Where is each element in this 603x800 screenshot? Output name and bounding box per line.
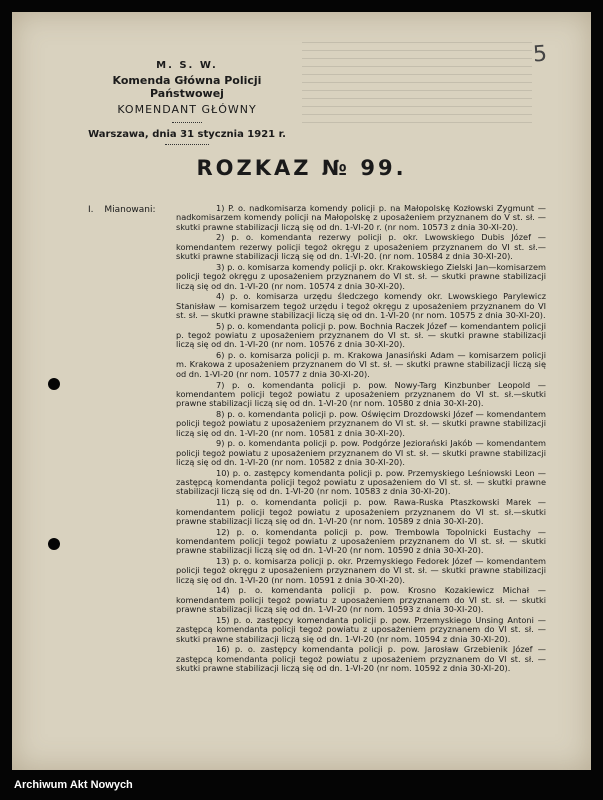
list-item: 7) p. o. komendanta policji p. pow. Nowy-Targ Kinzbunber Leopold — komendantem policji tegoż powiatu z uposażeniem przyznanem do VI st. sł.—skutki prawne stabilizacji liczą się od dn. 1-VI-20 (nr nom. 10580 z dnia 30-XI-20).: [176, 379, 546, 409]
list-item: 3) p. o. komisarza komendy policji p. okr. Krakowskiego Zielski Jan—komisarzem policji tegoż okręgu z uposażeniem przyznanem do VI st. sł. — skutki prawne stabilizacji liczą się od dn. 1-VI-20 (nr nom. 10574 z dnia 30-XI-20).: [176, 261, 546, 291]
divider: [165, 144, 209, 146]
list-item: 12) p. o. komendanta policji p. pow. Trembowla Topolnicki Eustachy — komendantem policji tegoż powiatu z uposażeniem przyznanem do VI st. sł. — skutki prawne stabilizacji liczą się od dn. 1-VI-20 (nr nom. 10590 z dnia 30-XI-20).: [176, 526, 546, 556]
list-item: 13) p. o. komisarza policji p. okr. Przemyskiego Fedorek Józef — komendantem policji tegoż okręgu z uposażeniem przyznanem do VI st. sł. — skutki prawne stabilizacji liczą się od dn. 1-VI-20 (nr nom. 10591 z dnia 30-XI-20).: [176, 556, 546, 585]
list-item: 8) p. o. komendanta policji p. pow. Oświęcim Drozdowski Józef — komendantem policji tegoż powiatu z uposażeniem przyznanem do VI st. sł. — skutki prawne stabilizacji liczą się od dn. 1-VI-20 (nr nom. 10581 z dnia 30-XI-20).: [176, 408, 546, 438]
place-and-date: Warszawa, dnia 31 stycznia 1921 r.: [88, 129, 286, 140]
list-item: 4) p. o. komisarza urzędu śledczego komendy okr. Lwowskiego Parylewicz Stanisław — komisarzem tegoż urzędu i tegoż okręgu z uposażeniem przyznanem do VI st. sł. — skutki prawne stabilizacji liczą się od dn. 1-VI-20 (nr nom. 10575 z dnia 30-XI-20).: [176, 291, 546, 320]
list-item: 9) p. o. komendanta policji p. pow. Podgórze Jeziorański Jakób — komendantem policji tegoż powiatu z uposażeniem przyznanem do VI st. sł. — skutki prawne stabilizacji liczą się od dn. 1-VI-20 (nr nom. 10582 z dnia 30-XI-20).: [176, 438, 546, 468]
punch-hole: [48, 538, 60, 550]
section-heading: [88, 205, 156, 215]
ministry-abbreviation: M. S. W.: [156, 60, 218, 71]
list-item: 15) p. o. zastępcy komendanta policji p. pow. Przemyskiego Unsing Antoni — zastępcą komendanta policji tegoż powiatu z uposażeniem przyznanem do VI st. sł. — skutki prawne stabilizacji liczą się od dn. 1-VI-20 (nr nom. 10594 z dnia 30-XI-20).: [176, 614, 546, 644]
page-number: 5: [532, 41, 548, 68]
divider: [172, 122, 202, 124]
letterhead: [82, 60, 292, 146]
appointment-list: [176, 204, 546, 675]
document-page: [12, 12, 591, 770]
list-item: 10) p. o. zastępcy komendanta policji p. pow. Przemyskiego Leśniowski Leon — zastępcą komendanta policji tegoż powiatu z uposażeniem do VI st. sł. — skutki prawne stabilizacji liczą się od dn. 1-VI-20 (nr nom. 10583 z dnia 30-XI-20).: [176, 467, 546, 497]
office-title: KOMENDANT GŁÓWNY: [117, 103, 257, 116]
list-item: 5) p. o. komendanta policji p. pow. Bochnia Raczek Józef — komendantem policji p. tegoż powiatu z uposażeniem przyznanem do VI st. sł. — skutki prawne stabilizacji liczą się od dn. 1-VI-20 (nr nom. 10576 z dnia 30-XI-20).: [176, 320, 546, 350]
list-item: 1) P. o. nadkomisarza komendy policji p. na Małopolskę Kozłowski Zygmunt — nadkomisarzem komendy policji na Małopolskę z uposażeniem przyznanem do V st. sł. — skutki prawne stabilizacji liczą się od dn. 1-VI-20 r. (nr nom. 10573 z dnia 30-XI-20).: [176, 203, 546, 232]
section-label: Mianowani:: [104, 205, 156, 215]
bleed-through-text: [302, 42, 532, 132]
list-item: 14) p. o. komendanta policji p. pow. Krosno Kozakiewicz Michał — komendantem policji tegoż powiatu z uposażeniem przyznanem do VI st. sł. — skutki prawne stabilizacji liczą się od dn. 1-VI-20 (nr nom. 10593 z dnia 30-XI-20).: [176, 585, 546, 615]
punch-hole: [48, 378, 60, 390]
list-item: 16) p. o. zastępcy komendanta policji p. pow. Jarosław Grzebienik Józef — zastępcą komendanta policji tegoż powiatu z uposażeniem przyznanem do VI st. sł. — skutki prawne stabilizacji liczą się od dn. 1-VI-20 (nr nom. 10592 z dnia 30-XI-20).: [176, 644, 546, 674]
institution-name: Komenda Główna Policji Państwowej: [112, 74, 262, 100]
order-title: ROZKAZ № 99.: [196, 156, 407, 180]
section-number: I.: [88, 205, 94, 215]
list-item: 6) p. o. komisarza policji p. m. Krakowa Janasiński Adam — komisarzem policji m. Krakowa z uposażeniem przyznanem do VI st. sł. — skutki prawne stabilizacji liczą się od dn. 1-VI-20 (nr nom. 10577 z dnia 30-XI-20).: [176, 350, 546, 379]
list-item: 11) p. o. komendanta policji p. pow. Rawa-Ruska Ptaszkowski Marek — komendantem policji tegoż powiatu z uposażeniem przyznanem do VI st. sł.—skutki prawne stabilizacji liczą się od dn. 1-VI-20 (nr nom. 10589 z dnia 30-XI-20).: [176, 497, 546, 526]
list-item: 2) p. o. komendanta rezerwy policji p. okr. Lwowskiego Dubis Józef — komendantem rezerwy policji tegoż okręgu z uposażeniem przyznanem do VI st. sł.—skutki prawne stabilizacji liczą się od dn. 1-VI-20. (nr nom. 10584 z dnia 30-XI-20).: [176, 232, 546, 262]
archive-credit: Archiwum Akt Nowych: [14, 779, 133, 791]
